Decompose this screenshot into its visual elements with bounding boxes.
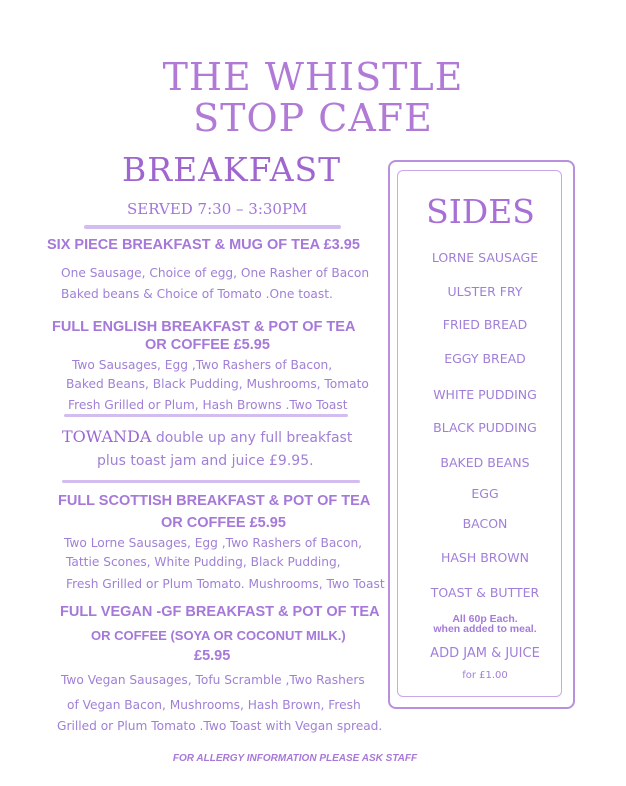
divider: [84, 225, 341, 229]
allergy-footer: FOR ALLERGY INFORMATION PLEASE ASK STAFF: [172, 753, 418, 764]
item-english-desc-1: Two Sausages, Egg ,Two Rashers of Bacon,: [72, 358, 333, 372]
side-item: TOAST & BUTTER: [430, 585, 540, 600]
side-item: WHITE PUDDING: [433, 387, 537, 402]
item-vegan-price: £5.95: [194, 648, 231, 664]
side-item: LORNE SAUSAGE: [431, 250, 539, 265]
side-item: HASH BROWN: [440, 550, 530, 565]
divider: [62, 480, 360, 483]
item-scottish-title-2: OR COFFEE £5.95: [161, 515, 286, 531]
breakfast-heading: BREAKFAST: [122, 150, 342, 189]
item-vegan-title-1: FULL VEGAN -GF BREAKFAST & POT OF TEA: [60, 604, 380, 620]
side-item: BACON: [462, 516, 508, 531]
side-item: ULSTER FRY: [447, 284, 523, 299]
item-english-desc-3: Fresh Grilled or Plum, Hash Browns .Two Toast: [68, 398, 348, 412]
sides-note-2: when added to meal.: [433, 623, 537, 635]
item-scottish-desc-2: Tattie Scones, White Pudding, Black Pudding,: [66, 555, 341, 569]
cafe-title-line1: THE WHISTLE: [162, 55, 464, 99]
item-six-piece-title: SIX PIECE BREAKFAST & MUG OF TEA £3.95: [47, 237, 360, 253]
item-scottish-desc-1: Two Lorne Sausages, Egg ,Two Rashers of Bacon,: [64, 536, 363, 550]
towanda-text: double up any full breakfast: [151, 430, 353, 446]
item-vegan-title-2: OR COFFEE (SOYA OR COCONUT MILK.): [91, 628, 346, 643]
side-item: BAKED BEANS: [440, 455, 530, 470]
side-item: EGGY BREAD: [444, 351, 526, 366]
towanda-line1: [62, 427, 352, 446]
item-scottish-title-1: FULL SCOTTISH BREAKFAST & POT OF TEA: [58, 493, 371, 509]
item-vegan-desc-2: of Vegan Bacon, Mushrooms, Hash Brown, Fresh: [67, 698, 361, 712]
cafe-title-line2: STOP CAFE: [193, 96, 433, 140]
item-six-piece-desc-2: Baked beans & Choice of Tomato .One toast.: [61, 287, 333, 301]
side-item: BLACK PUDDING: [433, 420, 537, 435]
side-item: EGG: [471, 486, 499, 501]
sides-note-1: All 60p Each.: [452, 613, 518, 625]
item-english-title-2: OR COFFEE £5.95: [145, 337, 270, 353]
side-item: FRIED BREAD: [442, 317, 528, 332]
item-vegan-desc-1: Two Vegan Sausages, Tofu Scramble ,Two Rashers: [61, 673, 365, 687]
add-jam-juice: ADD JAM & JUICE: [430, 646, 540, 661]
divider: [64, 414, 348, 417]
item-vegan-desc-3: Grilled or Plum Tomato .Two Toast with Vegan spread.: [57, 719, 383, 733]
item-english-title-1: FULL ENGLISH BREAKFAST & POT OF TEA: [52, 319, 356, 335]
item-six-piece-desc-1: One Sausage, Choice of egg, One Rasher of Bacon: [61, 266, 370, 280]
item-english-desc-2: Baked Beans, Black Pudding, Mushrooms, Tomato: [66, 377, 369, 391]
sides-heading: SIDES: [426, 192, 535, 231]
served-hours: SERVED 7:30 – 3:30PM: [127, 200, 308, 218]
add-jam-juice-price: for £1.00: [462, 670, 508, 681]
item-scottish-desc-3: Fresh Grilled or Plum Tomato. Mushrooms, Two Toast: [66, 577, 385, 591]
towanda-word: TOWANDA: [62, 427, 152, 446]
towanda-line2: plus toast jam and juice £9.95.: [97, 453, 314, 469]
